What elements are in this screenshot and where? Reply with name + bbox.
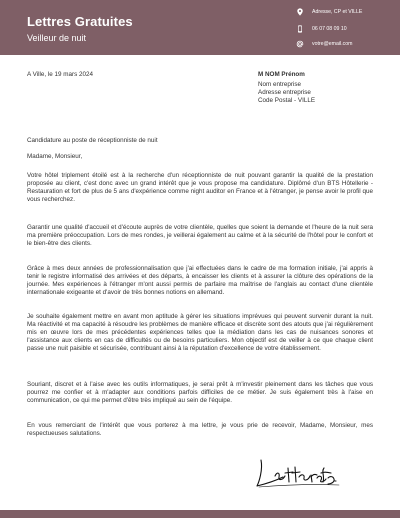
recipient-company: Nom entreprise (258, 81, 302, 88)
location-pin-icon (296, 8, 304, 16)
contact-phone-text: 06 07 08 09 10 (312, 26, 347, 32)
recipient-address: Adresse entreprise (258, 89, 311, 96)
contact-email-text: votre@email.com (312, 41, 353, 47)
contact-address-text: Adresse, CP et VILLE (312, 9, 363, 15)
at-sign-icon (296, 40, 304, 48)
contact-phone (296, 24, 347, 34)
letter-salutation: Madame, Monsieur, (27, 153, 83, 160)
job-title: Veilleur de nuit (27, 33, 87, 43)
recipient-name: M NOM Prénom (258, 71, 305, 78)
body-paragraph-4: Je souhaite également mettre en avant mon aptitude à gérer les situations imprévues qui peuvent survenir durant la nuit. Ma réactivité et ma capacité à résoudre les problèmes de manière efficace et discrète sont des atouts que j'ai régulièrement mis en œuvre lors de mes précédentes expériences telles que la médiation dans les cas de nuisances sonores et l'assistance aux clients en cas de difficultés ou de besoins particuliers. Mon objectif est de veiller à ce que chaque client passe une nuit paisible et sécurisée, contribuant ainsi à la réputation d'excellence de votre établissement. (27, 313, 373, 352)
letter-subject: Candidature au poste de réceptionniste de nuit (27, 137, 158, 144)
footer-band (0, 510, 400, 518)
letter-date: A Ville, le 19 mars 2024 (27, 71, 94, 78)
body-paragraph-2: Garantir une qualité d'accueil et d'écoute auprès de votre clientèle, quelles que soient la demande et l'heure de la nuit sera ma première préoccupation. Lors de mes rondes, je veillerai également au calme et à la sécurité de l'hôtel pour le confort et le bien-être des clients. (27, 224, 373, 247)
brand-title: Lettres Gratuites (27, 14, 133, 29)
body-paragraph-3: Grâce à mes deux années de professionnalisation que j'ai effectuées dans le cadre de ma formation initiale, j'ai appris à tenir le registre informatisé des arrivées et des départs, à encaisser les clients et à assurer la clôture des opérations de la journée. Mes expériences à l'étranger m'ont aussi permis de parfaire ma maîtrise de l'anglais au contact d'une clientèle internationale exigeante et d'avoir de très bonnes notions en allemand. (27, 265, 373, 296)
contact-address (296, 7, 362, 17)
body-paragraph-1: Votre hôtel triplement étoilé est à la recherche d'un réceptionniste de nuit pouvant garantir la qualité de la prestation proposée au client, c'est donc avec un grand intérêt que je vous propose ma candidature. Diplômé d'un BTS Hôtellerie - Restauration et fort de plus de 5 ans d'expérience comme night auditor en France et à l'étranger, je pense avoir le profil que vous recherchez. (27, 172, 373, 203)
closing-paragraph: En vous remerciant de l'intérêt que vous porterez à ma lettre, je vous prie de recevoir, Madame, Monsieur, mes respectueuses salutations. (27, 422, 373, 437)
recipient-block (258, 71, 388, 105)
recipient-postal: Code Postal - VILLE (258, 97, 316, 104)
header-banner (0, 0, 400, 55)
handwritten-signature (253, 454, 343, 492)
body-paragraph-5: Souriant, discret et à l'aise avec les outils informatiques, je serai prêt à m'investir pleinement dans les tâches que vous pourrez me confier et à m'adapter aux conditions parfois difficiles de ce métier. Je suis également très à l'aise en communication, ce qui me permet d'être très impliqué au sein de l'équipe. (27, 381, 373, 404)
contact-email (296, 39, 352, 49)
phone-icon (296, 25, 304, 33)
